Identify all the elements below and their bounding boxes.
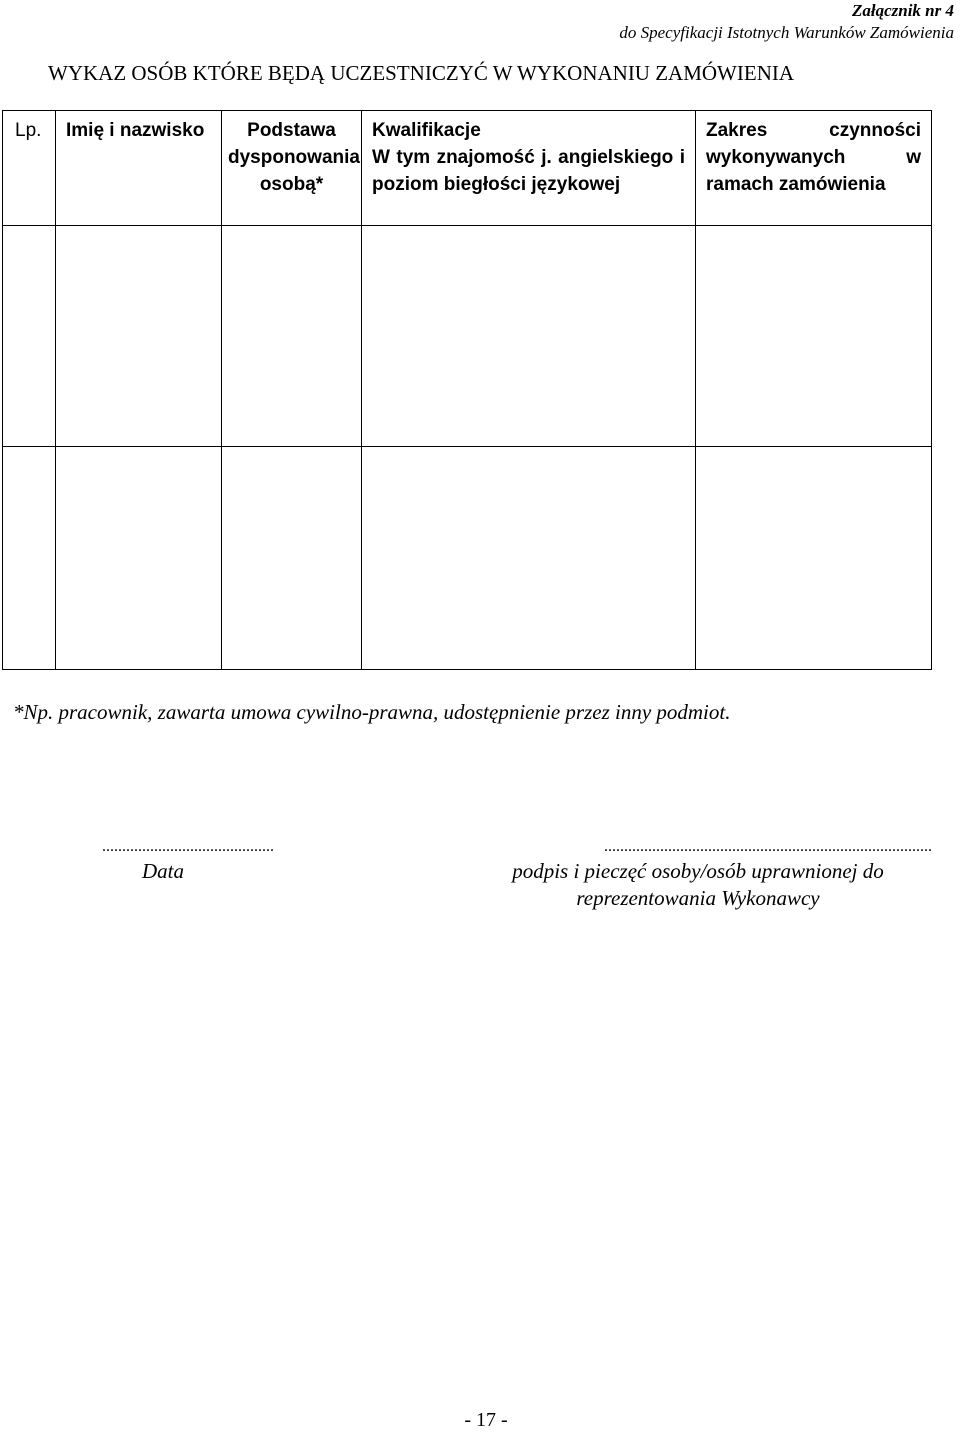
header-name	[56, 111, 222, 226]
page-number: - 17 -	[464, 1409, 508, 1431]
footnote: *Np. pracownik, zawarta umowa cywilno-prawna, udostępnienie przez inny podmiot.	[13, 700, 731, 724]
contractor-signature-block	[464, 836, 932, 912]
date-dotted-line[interactable]: ...........................................	[102, 838, 274, 855]
table-cell[interactable]	[56, 226, 222, 447]
signature-label: podpis i pieczęć osoby/osób uprawnionej do reprezentowania Wykonawcy	[512, 859, 884, 910]
table-cell[interactable]	[3, 226, 56, 447]
table-cell[interactable]	[222, 226, 362, 447]
date-label: Data	[142, 859, 184, 883]
attachment-subtitle: do Specyfikacji Istotnych Warunków Zamówienia	[619, 23, 954, 42]
table-cell[interactable]	[696, 226, 932, 447]
header-scope-text: Zakres czynności wykonywanych w ramach zamówienia	[706, 120, 921, 195]
table-cell[interactable]	[362, 447, 696, 670]
date-signature-block	[102, 836, 284, 885]
table-row	[3, 226, 932, 447]
header-lp-text: Lp.	[15, 120, 42, 141]
header-scope	[696, 111, 932, 226]
document-title: WYKAZ OSÓB KTÓRE BĘDĄ UCZESTNICZYĆ W WYKONANIU ZAMÓWIENIA	[48, 61, 795, 85]
header-qualifications-title: Kwalifikacje	[372, 120, 481, 141]
persons-table	[2, 110, 932, 670]
table-cell[interactable]	[3, 447, 56, 670]
table-cell[interactable]	[56, 447, 222, 670]
header-qualifications-body: W tym znajomość j. angielskiego i poziom biegłości językowej	[372, 147, 685, 195]
header-basis	[222, 111, 362, 226]
header-name-text: Imię i nazwisko	[66, 120, 205, 141]
header-qualifications	[362, 111, 696, 226]
signature-dotted-line[interactable]: ..................................................................................	[604, 838, 932, 855]
table-header-row	[3, 111, 932, 226]
header-lp	[3, 111, 56, 226]
attachment-label: Załącznik nr 4	[851, 1, 954, 20]
header-qualifications-cell	[362, 111, 695, 198]
header-basis-text: Podstawa dysponowania osobą*	[228, 120, 360, 195]
table-cell[interactable]	[362, 226, 696, 447]
table-cell[interactable]	[696, 447, 932, 670]
attachment-header	[619, 0, 954, 44]
table-cell[interactable]	[222, 447, 362, 670]
table-row	[3, 447, 932, 670]
